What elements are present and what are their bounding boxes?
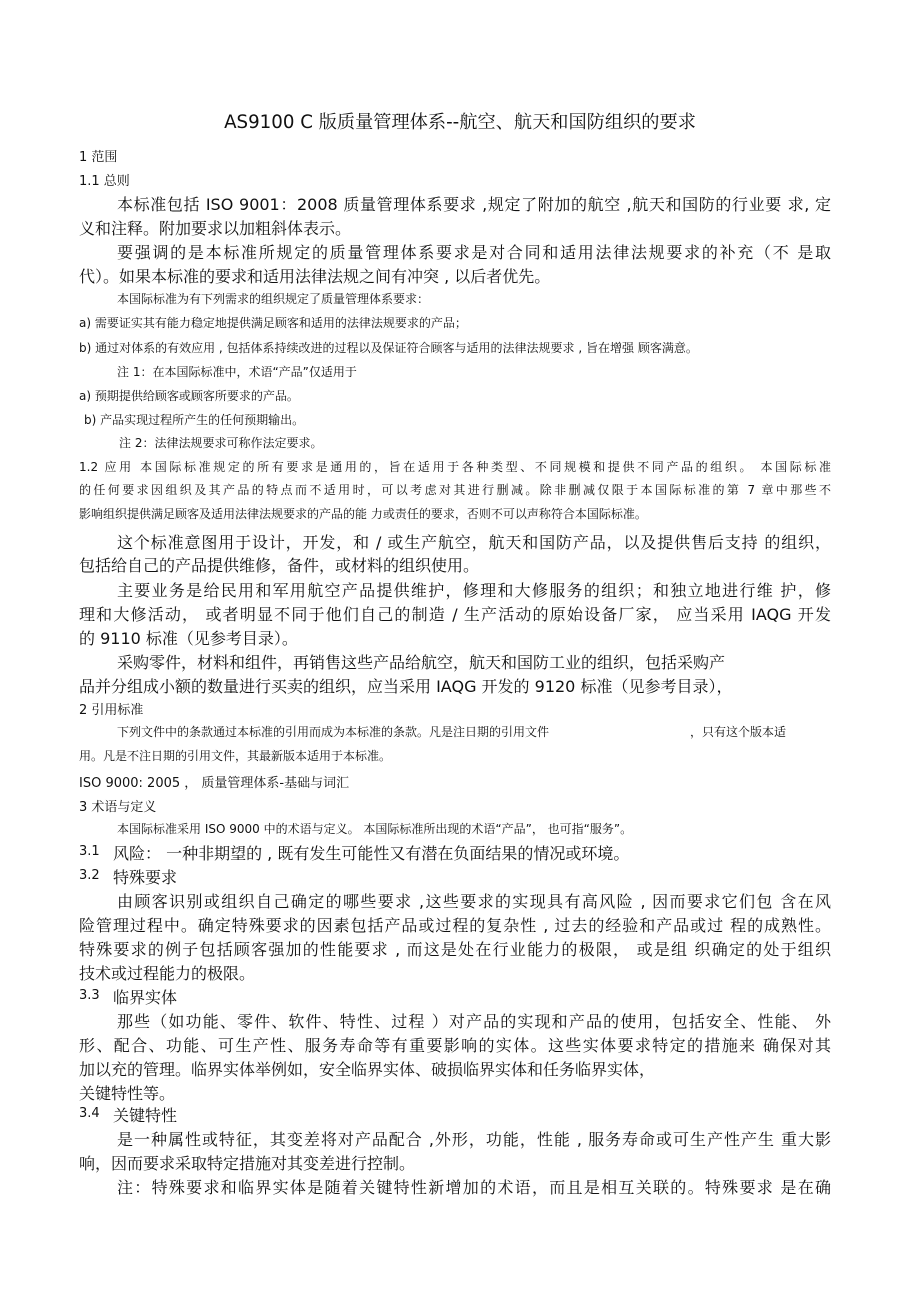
term-definition: 风险： 一种非期望的 , 既有发生可能性又有潜在负面结果的情况或环境。 (113, 844, 630, 863)
section-heading: 2 引用标准 (79, 703, 144, 718)
paragraph-line: 用。凡是不注日期的引用文件，其最新版本适用于本标准。 (79, 749, 392, 763)
paragraph-line: 主要业务是给民用和军用航空产品提供维护，修理和大修服务的组织；和独立地进行维 护，修 (117, 581, 831, 600)
paragraph-line: 影响组织提供满足顾客及适用法律法规要求的产品的能 力或责任的要求，否则不可以声称符合本国际标准。 (79, 507, 647, 521)
paragraph-line: 代）。如果本标准的要求和适用法律法规之间有冲突 , 以后者优先。 (79, 267, 551, 286)
paragraph-line: 品并分组成小额的数量进行买卖的组织，应当采用 IAQG 开发的 9120 标准（见参考目录）， (79, 677, 733, 696)
paragraph-line: 技术或过程能力的极限。 (79, 964, 256, 983)
paragraph-line: ，只有这个版本适 (690, 725, 787, 739)
paragraph-line: 关键特性等。 (79, 1084, 176, 1103)
term-number: 3.3 (79, 988, 100, 1003)
paragraph-line: 由顾客识别或组织自己确定的哪些要求 ,这些要求的实现具有高风险 , 因而要求它们包 含在风 (117, 892, 831, 911)
section-heading: 3 术语与定义 (79, 800, 157, 815)
paragraph-line: 是一种属性或特征，其变差将对产品配合 ,外形，功能，性能 , 服务寿命或可生产性产生 重大影 (117, 1130, 831, 1149)
list-item: a) 预期提供给顾客或顾客所要求的产品。 (79, 389, 299, 403)
paragraph-line: 1.2 应用 本国际标准规定的所有要求是通用的，旨在适用于各种类型、不同规模和提供不同产品的组织。 本国际标准 (79, 460, 831, 474)
reference-line: ISO 9000: 2005 ， 质量管理体系-基础与词汇 (79, 776, 350, 791)
section-heading: 1 范围 (79, 150, 118, 165)
paragraph-line: 加以充的管理。临界实体举例如，安全临界实体、破损临界实体和任务临界实体， (79, 1060, 656, 1079)
list-item: b) 产品实现过程所产生的任何预期输出。 (84, 413, 305, 427)
term-number: 3.1 (79, 844, 100, 859)
note-line: 注 2：法律法规要求可称作法定要求。 (119, 436, 323, 450)
paragraph-line: 那些（如功能、零件、软件、特性、过程 ）对产品的实现和产品的使用，包括安全、性能、 外 (117, 1012, 831, 1031)
paragraph-line: 的任何要求因组织及其产品的特点而不适用时，可以考虑对其进行删减。除非删减仅限于本国际标准的第 7 章中那些不 (79, 483, 831, 497)
paragraph-line: 这个标准意图用于设计，开发，和 / 或生产航空，航天和国防产品，以及提供售后支持 的组织， (117, 533, 831, 552)
term-number: 3.2 (79, 868, 100, 883)
paragraph-line: 特殊要求的例子包括顾客强加的性能要求 , 而这是处在行业能力的极限， 或是组 织确定的处于组织 (79, 940, 831, 959)
paragraph-line: 要强调的是本标准所规定的质量管理体系要求是对合同和适用法律法规要求的补充（不 是取 (117, 243, 831, 262)
paragraph-line: 形、配合、功能、可生产性、服务寿命等有重要影响的实体。这些实体要求特定的措施来 确保对其 (79, 1036, 831, 1055)
paragraph-line: 本国际标准为有下列需求的组织规定了质量管理体系要求： (117, 292, 430, 306)
paragraph-line: 下列文件中的条款通过本标准的引用而成为本标准的条款。凡是注日期的引用文件 (117, 725, 550, 739)
paragraph-line: 采购零件，材料和组件，再销售这些产品给航空，航天和国防工业的组织，包括采购产 (117, 653, 726, 672)
list-item: a) 需要证实其有能力稳定地提供满足顾客和适用的法律法规要求的产品； (79, 316, 467, 330)
paragraph-line: 响，因而要求采取特定措施对其变差进行控制。 (79, 1154, 416, 1173)
section-heading: 1.1 总则 (79, 174, 130, 189)
term-heading: 临界实体 (113, 988, 178, 1007)
paragraph-line: 义和注释。附加要求以加粗斜体表示。 (79, 219, 352, 238)
term-heading: 关键特性 (113, 1106, 178, 1125)
paragraph-line: 理和大修活动， 或者明显不同于他们自己的制造 / 生产活动的原始设备厂家， 应当采用 IAQG 开发 (79, 605, 831, 624)
paragraph-line: 的 9110 标准（见参考目录）。 (79, 629, 298, 648)
paragraph-line: 险管理过程中。确定特殊要求的因素包括产品或过程的复杂性 , 过去的经验和产品或过 程的成熟性。 (79, 916, 831, 935)
paragraph-line: 包括给自己的产品提供维修，备件，或材料的组织使用。 (79, 556, 480, 575)
paragraph-line: 本国际标准采用 ISO 9000 中的术语与定义。 本国际标准所出现的术语“产品”， 也可指“服务”。 (117, 822, 633, 836)
note-line: 注 1：在本国际标准中，术语“产品”仅适用于 (117, 365, 357, 379)
note-line: 注：特殊要求和临界实体是随着关键特性新增加的术语，而且是相互关联的。特殊要求 是在确 (117, 1178, 831, 1197)
term-heading: 特殊要求 (113, 868, 178, 887)
list-item: b) 通过对体系的有效应用 , 包括体系持续改进的过程以及保证符合顾客与适用的法律法规要求 , 旨在增强 顾客满意。 (79, 341, 698, 355)
term-number: 3.4 (79, 1106, 100, 1121)
document-title: AS9100 C 版质量管理体系--航空、航天和国防组织的要求 (224, 112, 696, 133)
paragraph-line: 本标准包括 ISO 9001：2008 质量管理体系要求 ,规定了附加的航空 ,航天和国防的行业要 求, 定 (117, 195, 831, 214)
